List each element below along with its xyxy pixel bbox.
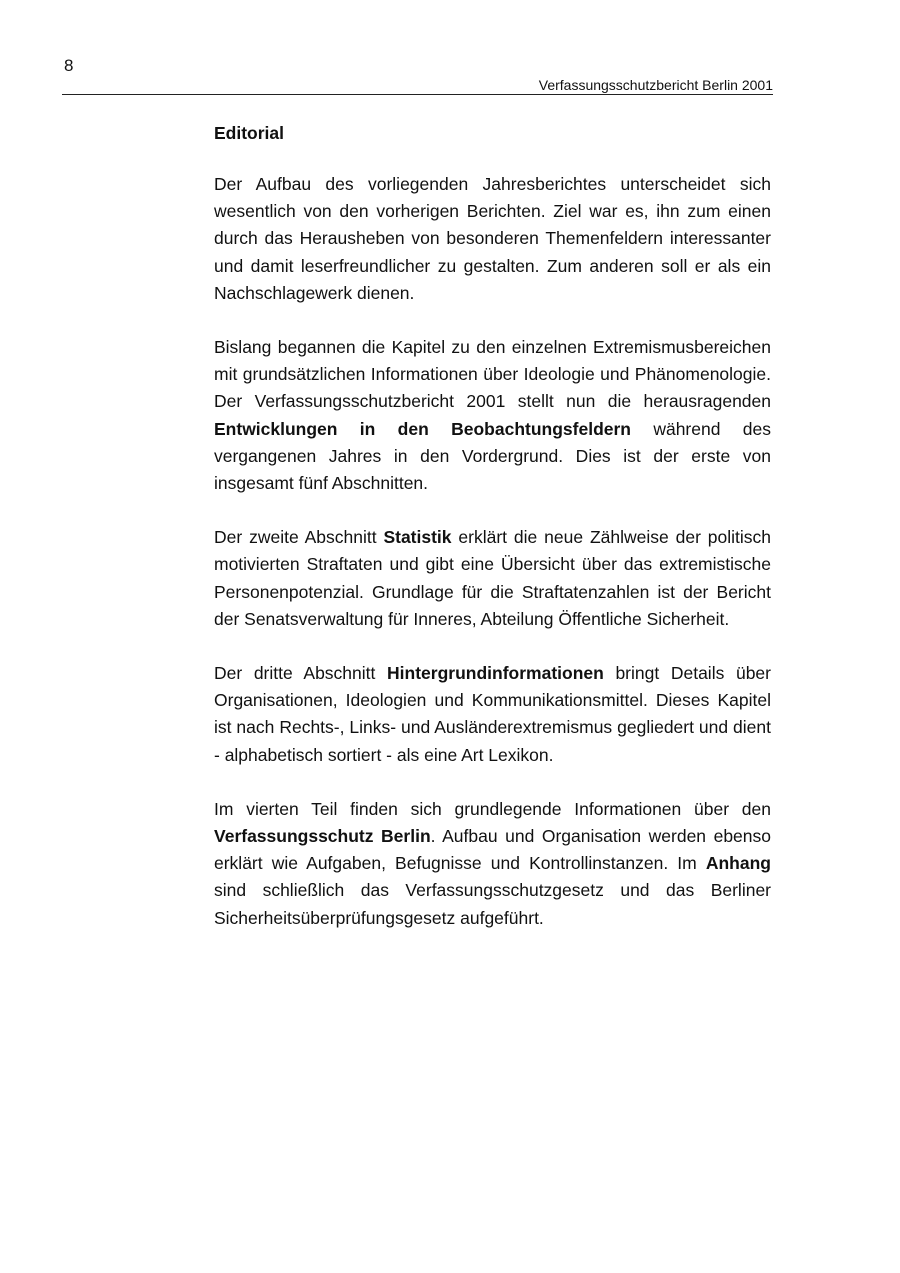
bold-term-verfassungsschutz-berlin: Verfassungsschutz Berlin [214, 826, 431, 847]
paragraph-text: sind schließlich das Verfassungsschutzgesetz und das Berliner Sicherheitsüberprüfungsgesetz aufgeführt. [214, 880, 771, 928]
paragraph-chapter-two [214, 524, 771, 633]
running-header-title: Verfassungsschutzbericht Berlin 2001 [538, 77, 773, 93]
paragraph-text: Der Aufbau des vorliegenden Jahresberichtes unterscheidet sich wesentlich von den vorherigen Berichten. Ziel war es, ihn zum einen durch das Herausheben von besonderen Themenfeldern interessanter und damit leserfreundlicher zu gestalten. Zum anderen soll er als ein Nachschlagewerk dienen. [214, 174, 771, 303]
section-heading: Editorial [214, 123, 285, 143]
paragraph-chapter-three [214, 660, 771, 769]
page-number: 8 [64, 56, 74, 75]
paragraph-chapter-one [214, 334, 771, 497]
paragraph-text: erklärt die neue Zählweise der politisch motivierten Straftaten und gibt eine Übersicht über das extremistische Personenpotenzial. Grundlage für die Straftatenzahlen ist der Bericht der Senatsverwaltung für Inneres, Abteilung Öffentliche Sicherheit. [214, 527, 771, 629]
paragraph-text: Im vierten Teil finden sich grundlegende Informationen über den [214, 798, 771, 819]
paragraph-text: während des vergangenen Jahres in den Vordergrund. Dies ist der erste von insgesamt fünf Abschnitten. [214, 418, 771, 494]
paragraph-text: Der dritte Abschnitt [214, 663, 388, 684]
bold-term-anhang: Anhang [705, 853, 771, 874]
paragraph-intro [214, 171, 771, 307]
editorial-body [214, 120, 771, 959]
paragraph-chapter-four [214, 796, 771, 932]
bold-term-statistik: Statistik [383, 527, 452, 548]
paragraph-text: bringt Details über Organisationen, Ideologien und Kommunikationsmittel. Dieses Kapitel ist nach Rechts-, Links- und Ausländerextremismus gegliedert und dient - alphabetisch sortiert - als eine Art Lexikon. [214, 663, 771, 765]
paragraph-text: Bislang begannen die Kapitel zu den einzelnen Extremismusbereichen mit grundsätzlichen Informationen über Ideologie und Phänomenologie. Der Verfassungsschutzbericht 2001 stellt nun die herausragenden [214, 337, 771, 412]
paragraph-text: Der zweite Abschnitt [214, 527, 384, 548]
paragraph-text: . Aufbau und Organisation werden ebenso erklärt wie Aufgaben, Befugnisse und Kontrollinstanzen. Im [214, 826, 771, 874]
bold-term-hintergrundinformationen: Hintergrundinformationen [387, 663, 604, 684]
header-rule [62, 94, 773, 95]
bold-term-entwicklungen: Entwicklungen in den Beobachtungsfeldern [214, 418, 631, 439]
